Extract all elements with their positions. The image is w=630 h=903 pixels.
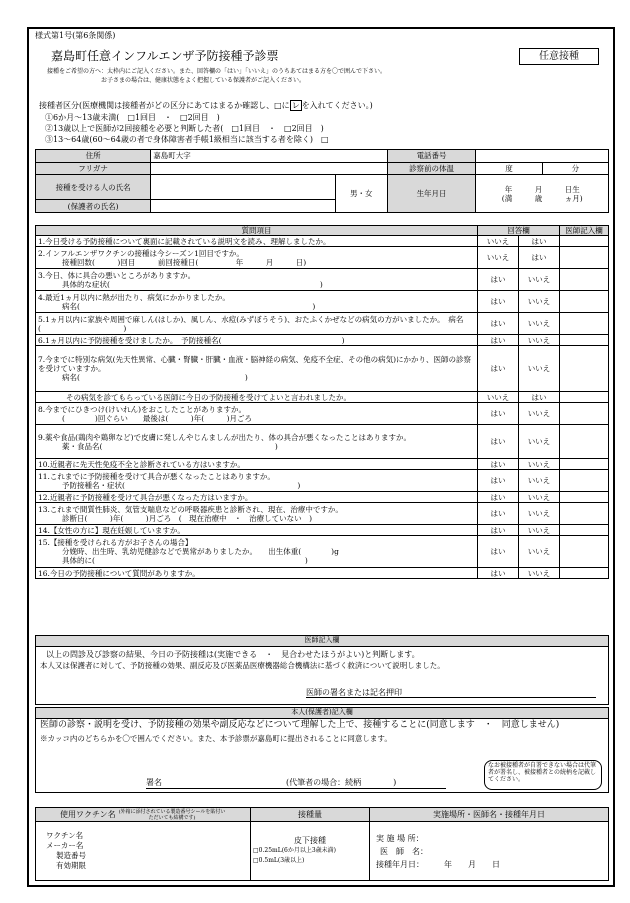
answer-5-b[interactable]: いいえ <box>519 313 560 335</box>
answer-8-b[interactable]: いいえ <box>519 403 560 425</box>
answer-10-a[interactable]: はい <box>478 459 519 470</box>
doctor-note-header: 医師記入欄 <box>560 226 609 236</box>
answer-3-b[interactable]: いいえ <box>519 269 560 291</box>
furigana-label: フリガナ <box>36 162 151 175</box>
answer-6-a[interactable]: はい <box>478 335 519 346</box>
question-13: 13.これまで間質性肺炎、気管支喘息などの呼吸器疾患と診断され、現在、治療中ですか。 診断日( )年( )月ごろ ( 現在治療中 ・ 治療していない ) <box>36 503 478 525</box>
instruction-line2: お子さまの場合は、健康状態をよく把握している保護者がご記入ください。 <box>101 77 306 84</box>
form-page <box>27 27 615 887</box>
answer-14-b[interactable]: いいえ <box>519 525 560 536</box>
dose-options[interactable]: 皮下接種 □0.25mL(6か月以上3歳未満) □0.5mL(3歳以上) <box>251 822 370 881</box>
doctor-judgement[interactable]: 以上の問診及び診察の結果、今日の予防接種は(実施できる ・ 見合わせたほうがよい)と判断します。 <box>46 650 420 659</box>
answer-16-b[interactable]: いいえ <box>519 568 560 579</box>
answer-9-b[interactable]: いいえ <box>519 425 560 459</box>
answer-9-a[interactable]: はい <box>478 425 519 459</box>
temperature-label: 診察前の体温 <box>387 162 476 175</box>
person-section <box>35 707 609 793</box>
phone-field[interactable] <box>476 150 609 163</box>
doctor-note-5[interactable] <box>560 313 609 335</box>
answer-5-a[interactable]: はい <box>478 313 519 335</box>
question-7: 7.今までに特別な病気(先天性異常、心臓・腎臓・肝臓・血液・脳神経の病気、免疫不全症、その他の病気)にかかり、医師の診察を受けていますか。 病名( ) <box>36 346 478 392</box>
sex-select[interactable]: 男・女 <box>335 175 387 213</box>
question-4: 4.最近1ヵ月以内に熱が出たり、病気にかかりましたか。 病名( ) <box>36 291 478 313</box>
question-10: 10.近親者に先天性免疫不全と診断されている方はいますか。 <box>36 459 478 470</box>
answer-7-a[interactable]: はい <box>478 346 519 392</box>
doctor-note-16[interactable] <box>560 568 609 579</box>
question-3: 3.今日、体に具合の悪いところがありますか。 具体的な症状( ) <box>36 269 478 291</box>
doctor-section-title: 医師記入欄 <box>36 636 608 647</box>
answer-7-b[interactable]: いいえ <box>519 346 560 392</box>
form-title: 嘉島町任意インフルエンザ予防接種予診票 <box>51 49 279 63</box>
answer-4-a[interactable]: はい <box>478 291 519 313</box>
answer-1-a[interactable]: いいえ <box>478 236 519 247</box>
doctor-note-15[interactable] <box>560 536 609 568</box>
answer-7f-a[interactable]: いいえ <box>478 392 519 403</box>
answer-2-b[interactable]: はい <box>519 247 560 269</box>
doctor-note-1[interactable] <box>560 236 609 247</box>
answer-8-a[interactable]: はい <box>478 403 519 425</box>
answer-header: 回答欄 <box>478 226 560 236</box>
question-9: 9.薬や食品(鶏肉や鶏卵など)で皮膚に発しんやじんましんが出たり、体の具合が悪くなったことはありますか。 薬・食品名( ) <box>36 425 478 459</box>
question-header: 質問項目 <box>36 226 478 236</box>
doctor-note-12[interactable] <box>560 492 609 503</box>
answer-12-a[interactable]: はい <box>478 492 519 503</box>
name-field[interactable] <box>151 175 336 200</box>
answer-6-b[interactable]: いいえ <box>519 335 560 346</box>
consent-line[interactable]: 医師の診察・説明を受け、予防接種の効果や副反応などについて理解した上で、接種することに(同意します ・ 同意しません) <box>40 720 560 730</box>
answer-14-a[interactable]: はい <box>478 525 519 536</box>
voluntary-badge: 任意接種 <box>519 48 599 65</box>
question-12: 12.近親者に予防接種を受けて具合が悪くなった方はいますか。 <box>36 492 478 503</box>
doctor-note-14[interactable] <box>560 525 609 536</box>
address-label: 住所 <box>36 150 151 163</box>
doctor-note-8[interactable] <box>560 403 609 425</box>
site-header: 実施場所・医師名・接種年月日 <box>370 808 609 822</box>
furigana-field[interactable] <box>151 162 388 175</box>
answer-11-b[interactable]: いいえ <box>519 470 560 492</box>
answer-2-a[interactable]: いいえ <box>478 247 519 269</box>
name-label: 接種を受ける人の氏名 <box>36 175 151 200</box>
category-item-3[interactable]: ③13～64歳(60～64歳の者で身体障害者手帳1級相当に該当する者を除く) □ <box>45 135 329 144</box>
proxy-note: なお被接種者が自署できない場合は代筆者が署名し、被接種者との続柄を記載してください。 <box>484 760 602 790</box>
form-number: 様式第1号(第6条関係) <box>35 31 116 40</box>
question-1: 1.今日受ける予防接種について裏面に記載されている説明文を読み、理解しましたか。 <box>36 236 478 247</box>
answer-11-a[interactable]: はい <box>478 470 519 492</box>
questionnaire-table <box>35 225 609 579</box>
guardian-label: (保護者の氏名) <box>36 200 151 213</box>
check-mark-box: レ <box>291 101 300 110</box>
birthdate-field[interactable]: 年 月 日生 (満 歳 ヵ月) <box>476 175 609 213</box>
answer-3-a[interactable]: はい <box>478 269 519 291</box>
doctor-explanation: 本人又は保護者に対して、予防接種の効果、副反応及び医薬品医療機器総合機構法に基づく救済について説明しました。 <box>40 661 445 670</box>
doctor-note-10[interactable] <box>560 459 609 470</box>
person-section-title: 本人(保護者)記入欄 <box>36 708 608 719</box>
question-6: 6.1ヵ月以内に予防接種を受けましたか。 予防接種名( ) <box>36 335 478 346</box>
doctor-note-2[interactable] <box>560 247 609 269</box>
vaccine-name-header: 使用ワクチン名 (外箱に添付されている製造番号シールを貼付いただいても結構です) <box>36 808 251 822</box>
person-signature[interactable]: 署名 (代筆者の場合：続柄 ) <box>146 778 446 789</box>
category-item-2[interactable]: ②13歳以上で医師が2回接種を必要と判断した者( □1回目 ・ □2回目 ) <box>45 124 324 133</box>
answer-13-a[interactable]: はい <box>478 503 519 525</box>
answer-4-b[interactable]: いいえ <box>519 291 560 313</box>
doctor-note-13[interactable] <box>560 503 609 525</box>
question-14: 14.【女性の方に】現在妊娠していますか。 <box>36 525 478 536</box>
answer-15-a[interactable]: はい <box>478 536 519 568</box>
vaccine-details[interactable]: ワクチン名 メーカー名 製造番号 有効期限 <box>36 822 251 881</box>
question-16: 16.今日の予防接種について質問がありますか。 <box>36 568 478 579</box>
personal-info-table <box>35 149 609 213</box>
guardian-field[interactable] <box>151 200 336 213</box>
temperature-deg[interactable]: 度 <box>476 162 542 175</box>
question-2: 2.インフルエンザワクチンの接種は今シーズン1回目ですか。 接種回数( )回目 前回接種日( 年 月 日) <box>36 247 478 269</box>
category-item-1[interactable]: ①6か月～13歳未満( □1回目 ・ □2回目 ) <box>45 113 220 122</box>
doctor-note-4[interactable] <box>560 291 609 313</box>
site-details[interactable]: 実 施 場 所： 医 師 名： 接種年月日： 年 月 日 <box>370 822 609 881</box>
temperature-min[interactable]: 分 <box>542 162 608 175</box>
phone-label: 電話番号 <box>387 150 476 163</box>
doctor-note-11[interactable] <box>560 470 609 492</box>
answer-12-b[interactable]: いいえ <box>519 492 560 503</box>
instruction-line1: 接種をご希望の方へ：太枠内にご記入ください。また、回答欄の「はい」「いいえ」のうちあてはまる方を〇で囲んで下さい。 <box>47 68 387 75</box>
answer-15-b[interactable]: いいえ <box>519 536 560 568</box>
vaccine-table <box>35 807 609 881</box>
answer-7f-b[interactable]: はい <box>519 392 560 403</box>
birthdate-label: 生年月日 <box>387 175 476 213</box>
doctor-note-3[interactable] <box>560 269 609 291</box>
question-5: 5.1ヵ月以内に家族や周囲で麻しん(はしか)、風しん、水痘(みずぼうそう)、おたふくかぜなどの病気の方がいましたか。 病名( ) <box>36 313 478 335</box>
question-15: 15.【接種を受けられる方がお子さんの場合】 分娩時、出生時、乳幼児健診などで異常がありましたか。 出生体重( )g 具体的に( ) <box>36 536 478 568</box>
category-title: 接種者区分(医療機関は接種者がどの区分にあてはまるか確認し、□に レ を入れてください。) <box>39 101 373 110</box>
doctor-note-7f[interactable] <box>560 392 609 403</box>
doctor-note-6[interactable] <box>560 335 609 346</box>
doctor-note-7[interactable] <box>560 346 609 392</box>
answer-10-b[interactable]: いいえ <box>519 459 560 470</box>
consent-note: ※カッコ内のどちらかを〇で囲んでください。また、本予診票が嘉島町に提出されることに同意します。 <box>40 734 392 743</box>
question-7-followup: その病気を診てもらっている医師に今日の予防接種を受けてよいと言われましたか。 <box>36 392 478 403</box>
doctor-note-9[interactable] <box>560 425 609 459</box>
question-8: 8.今までにひきつけ(けいれん)をおこしたことがありますか。 ( )回ぐらい 最後は( )年( )月ごろ <box>36 403 478 425</box>
address-field[interactable]: 嘉島町大字 <box>151 150 388 163</box>
doctor-signature[interactable]: 医師の署名または記名押印 <box>306 688 596 698</box>
answer-13-b[interactable]: いいえ <box>519 503 560 525</box>
question-11: 11.これまでに予防接種を受けて具合が悪くなったことはありますか。 予防接種名・症状( ) <box>36 470 478 492</box>
dose-header: 接種量 <box>251 808 370 822</box>
doctor-section <box>35 635 609 705</box>
answer-1-b[interactable]: はい <box>519 236 560 247</box>
answer-16-a[interactable]: はい <box>478 568 519 579</box>
